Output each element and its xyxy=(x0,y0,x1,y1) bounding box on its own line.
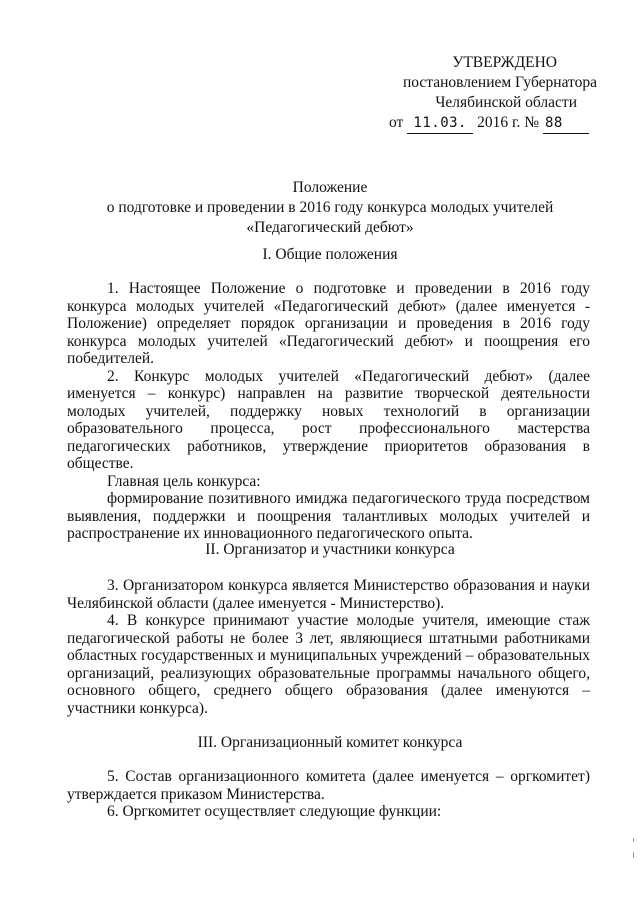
document-title xyxy=(60,178,600,238)
title-line-1: Положение xyxy=(292,179,368,196)
paragraph: 1. Настоящее Положение о подготовке и проведении в 2016 году конкурса молодых учителей «Педагогический дебют» (далее именуется - Положение) определяет порядок организации и проведения в 2016 году конкурса молодых учителей «Педагогический дебют» и поощрения его победителей. xyxy=(67,280,590,367)
paragraph: 2. Конкурс молодых учителей «Педагогический дебют» (далее именуется – конкурс) направлен на развитие творческой деятельности молодых учителей, поддержку новых технологий в организации образовательного процесса, рост профессионального мастерства педагогических работников, утверждение приоритетов образования в обществе. xyxy=(67,367,590,472)
section-heading-2: II. Организатор и участники конкурса xyxy=(205,541,455,558)
year-label: 2016 г. № xyxy=(477,114,540,131)
handwritten-number: 88 xyxy=(543,113,589,134)
paragraph: 5. Состав организационного комитета (далее именуется – оргкомитет) утверждается приказом Министерства. xyxy=(67,768,590,803)
from-label: от xyxy=(389,114,404,131)
title-line-3: «Педагогический дебют» xyxy=(246,219,414,236)
section-heading-1: I. Общие положения xyxy=(262,246,398,263)
scan-mark xyxy=(633,838,634,842)
scan-mark xyxy=(633,852,634,858)
approval-line-date xyxy=(377,113,597,134)
approval-line-region: Челябинской области xyxy=(435,94,577,111)
section-2-body xyxy=(67,577,590,717)
section-heading-3: III. Организационный комитет конкурса xyxy=(197,734,463,751)
title-line-2: о подготовке и проведении в 2016 году конкурса молодых учителей xyxy=(106,199,554,216)
approval-stamp xyxy=(377,53,597,134)
paragraph: формирование позитивного имиджа педагогического труда посредством выявления, поддержки и поощрения талантливых молодых учителей и распространение их инновационного педагогического опыта. xyxy=(67,490,590,542)
approval-line-decree: постановлением Губернатора xyxy=(402,74,597,91)
section-3-body xyxy=(67,768,590,821)
handwritten-date: 11.03. xyxy=(407,113,473,134)
paragraph: 4. В конкурсе принимают участие молодые учителя, имеющие стаж педагогической работы не более 3 лет, являющиеся штатными работниками областных государственных и муниципальных учреждений – образовательных организаций, реализующих образовательные программы начального общего, основного общего, среднего общего образования (далее именуются – участники конкурса). xyxy=(67,612,590,717)
paragraph: Главная цель конкурса: xyxy=(107,472,261,490)
paragraph: 6. Оргкомитет осуществляет следующие функции: xyxy=(107,803,442,820)
approval-heading: УТВЕРЖДЕНО xyxy=(452,54,557,71)
paragraph: 3. Организатором конкурса является Министерство образования и науки Челябинской области (далее именуется - Министерство). xyxy=(67,577,590,612)
section-1-body xyxy=(67,280,590,543)
